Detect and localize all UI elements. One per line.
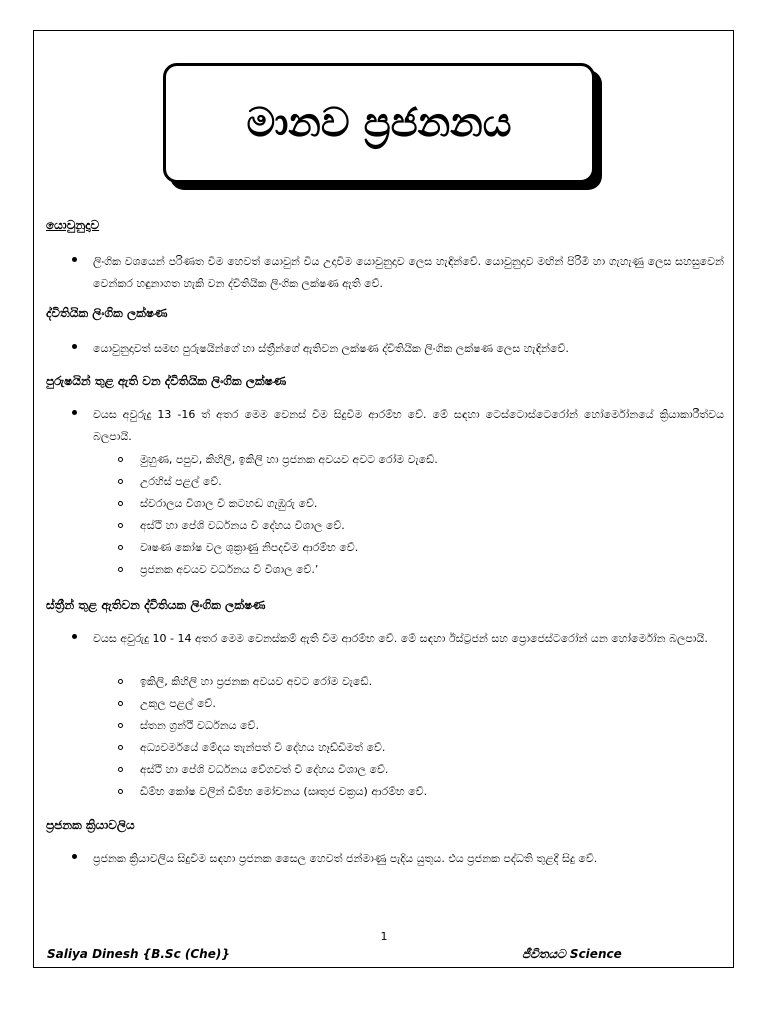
circle-bullet-icon [118, 745, 123, 750]
sub-list-item [46, 671, 724, 693]
circle-bullet-icon [118, 479, 123, 484]
list-item [46, 848, 724, 870]
bullet-icon [72, 634, 77, 639]
bullet-text: ප්‍රජනක ක්‍රියාවලිය සිදුවීම සඳහා ප්‍රජනක සෛල හෙවත් ජන්මාණු පැදිය යුතුය. එය ප්‍රජනක පද්ධති තුළදී සිදු වේ. [93, 852, 598, 865]
circle-bullet-icon [118, 457, 123, 462]
circle-bullet-icon [118, 567, 123, 572]
list-item [46, 628, 724, 650]
footer-brand: ජීවිතයට Science [522, 947, 622, 961]
circle-bullet-icon [118, 789, 123, 794]
bullet-text: වයස අවුරුදු 13 -16 ත් අතර මෙම වෙනස් වීම සිදුවීම ආරම්භ වේ. මේ සඳහා ටෙස්ටොස්ටෙරෝන් හෝර්මෝනයේ ක්‍රියාකාරීත්වය බලපායි. [93, 408, 724, 443]
sub-item-text: වෘෂණ කෝෂ වල ශුක්‍රාණු නිපදවීම ආරම්භ වේ. [140, 541, 359, 554]
bullet-icon [72, 257, 77, 262]
circle-bullet-icon [118, 679, 123, 684]
bullet-text: ලිංගික වශයෙන් පරිණත වීම හෙවත් යොවුන් විය උදාවීම යොවුනුදාව ලෙස හැඳින්වේ. යොවුනුදාව මඟින් පිරිමි හා ගැහැණු ලෙස සහසුවෙන් වෙන්කර හඳුනාගත හැකි වන ද්විතියික ලිංගික ලක්ෂණ ඇති වේ. [93, 255, 724, 290]
female-traits-sublist [46, 671, 724, 803]
sub-list-item [46, 693, 724, 715]
circle-bullet-icon [118, 545, 123, 550]
sub-list-item [46, 715, 724, 737]
section-heading-reproduction-process: ප්‍රජනක ක්‍රියාවලිය [46, 818, 135, 832]
sub-item-text: උරහිස් පළල් වේ. [140, 475, 222, 488]
page-title: මානව ප්‍රජනනය [246, 100, 512, 146]
page-number: 1 [380, 930, 388, 943]
sub-item-text: අධ්‍යවර්මයේ මේදය තැන්පත් වී දේහය හෑඩ්ඩීමත් වේ. [140, 741, 386, 754]
sub-item-text: අස්ථි හා පේශි වර්ධනය වී දේහය විශාල වේ. [140, 519, 345, 532]
sub-list-item [46, 759, 724, 781]
bullet-text: යොවුනුදාවත් සමඟ පුරුෂයින්ගේ හා ස්ත්‍රීන්ගේ ඇතිවන ලක්ෂණ ද්විතියික ලිංගික ලක්ෂණ ලෙස හැඳින්වේ. [93, 342, 569, 355]
bullet-text: වයස අවුරුදු 10 - 14 අතර මෙම වෙනස්කම් ඇති වීම ආරම්භ වේ. මේ සඳහා ඊස්ට්‍රජන් සහ ප්‍රොජෙස්ටරෝන් යන හෝර්මෝන බලපායි. [93, 632, 708, 645]
male-traits-sublist [46, 449, 724, 581]
section-heading-female-traits: ස්ත්‍රීන් තුළ ඇතිවන ද්විතියක ලිංගික ලක්ෂණ [46, 598, 266, 612]
sub-item-text: උකුල පළල් වේ. [140, 697, 216, 710]
title-box [163, 63, 595, 183]
sub-list-item [46, 737, 724, 759]
circle-bullet-icon [118, 767, 123, 772]
bullet-icon [72, 410, 77, 415]
sub-list-item [46, 781, 724, 803]
sub-list-item [46, 515, 724, 537]
sub-item-text: ස්තන ග්‍රන්ථි වර්ධනය වේ. [140, 719, 259, 732]
circle-bullet-icon [118, 723, 123, 728]
circle-bullet-icon [118, 501, 123, 506]
sub-item-text: ස්වරාලය විශාල වී කටහඬ ගැඹුරු වේ. [140, 497, 318, 510]
list-item [46, 338, 724, 360]
sub-item-text: අස්ථි හා පේශි වර්ධනය වේගවත් වී දේහය විශාල වේ. [140, 763, 389, 776]
sub-list-item [46, 449, 724, 471]
circle-bullet-icon [118, 701, 123, 706]
sub-list-item [46, 471, 724, 493]
circle-bullet-icon [118, 523, 123, 528]
sub-item-text: ඩිම්භ කෝෂ වලින් ඩිම්භ මෝචනය (ඍතුජ චක්‍රය) ආරම්භ වේ. [140, 785, 428, 798]
sub-item-text: ඉකිලි, කිහිලි හා ප්‍රජනක අවයව අවට රෝම වැඩේ. [140, 675, 373, 688]
sub-list-item [46, 559, 724, 581]
section-heading-male-traits: පුරුෂයින් තුළ ඇති වන ද්විතියික ලිංගික ලක්ෂණ [46, 374, 287, 388]
sub-list-item [46, 537, 724, 559]
list-item [46, 404, 724, 448]
bullet-icon [72, 344, 77, 349]
section-heading-secondary-traits: ද්විතියික ලිංගික ලක්ෂණ [46, 306, 168, 320]
sub-item-text: මුහුණ, පපුව, කිහිලි, ඉකිලි හා ප්‍රජනක අවයව අවට රෝම වැඩේ. [140, 453, 438, 466]
footer-author: Saliya Dinesh {B.Sc (Che)} [47, 947, 230, 961]
bullet-icon [72, 854, 77, 859]
section-heading-puberty: යොවුනුදාව [46, 218, 100, 232]
list-item [46, 251, 724, 295]
sub-item-text: ප්‍රජනක අවයව වර්ධනය වී විශාල වේ.’ [140, 563, 319, 576]
sub-list-item [46, 493, 724, 515]
